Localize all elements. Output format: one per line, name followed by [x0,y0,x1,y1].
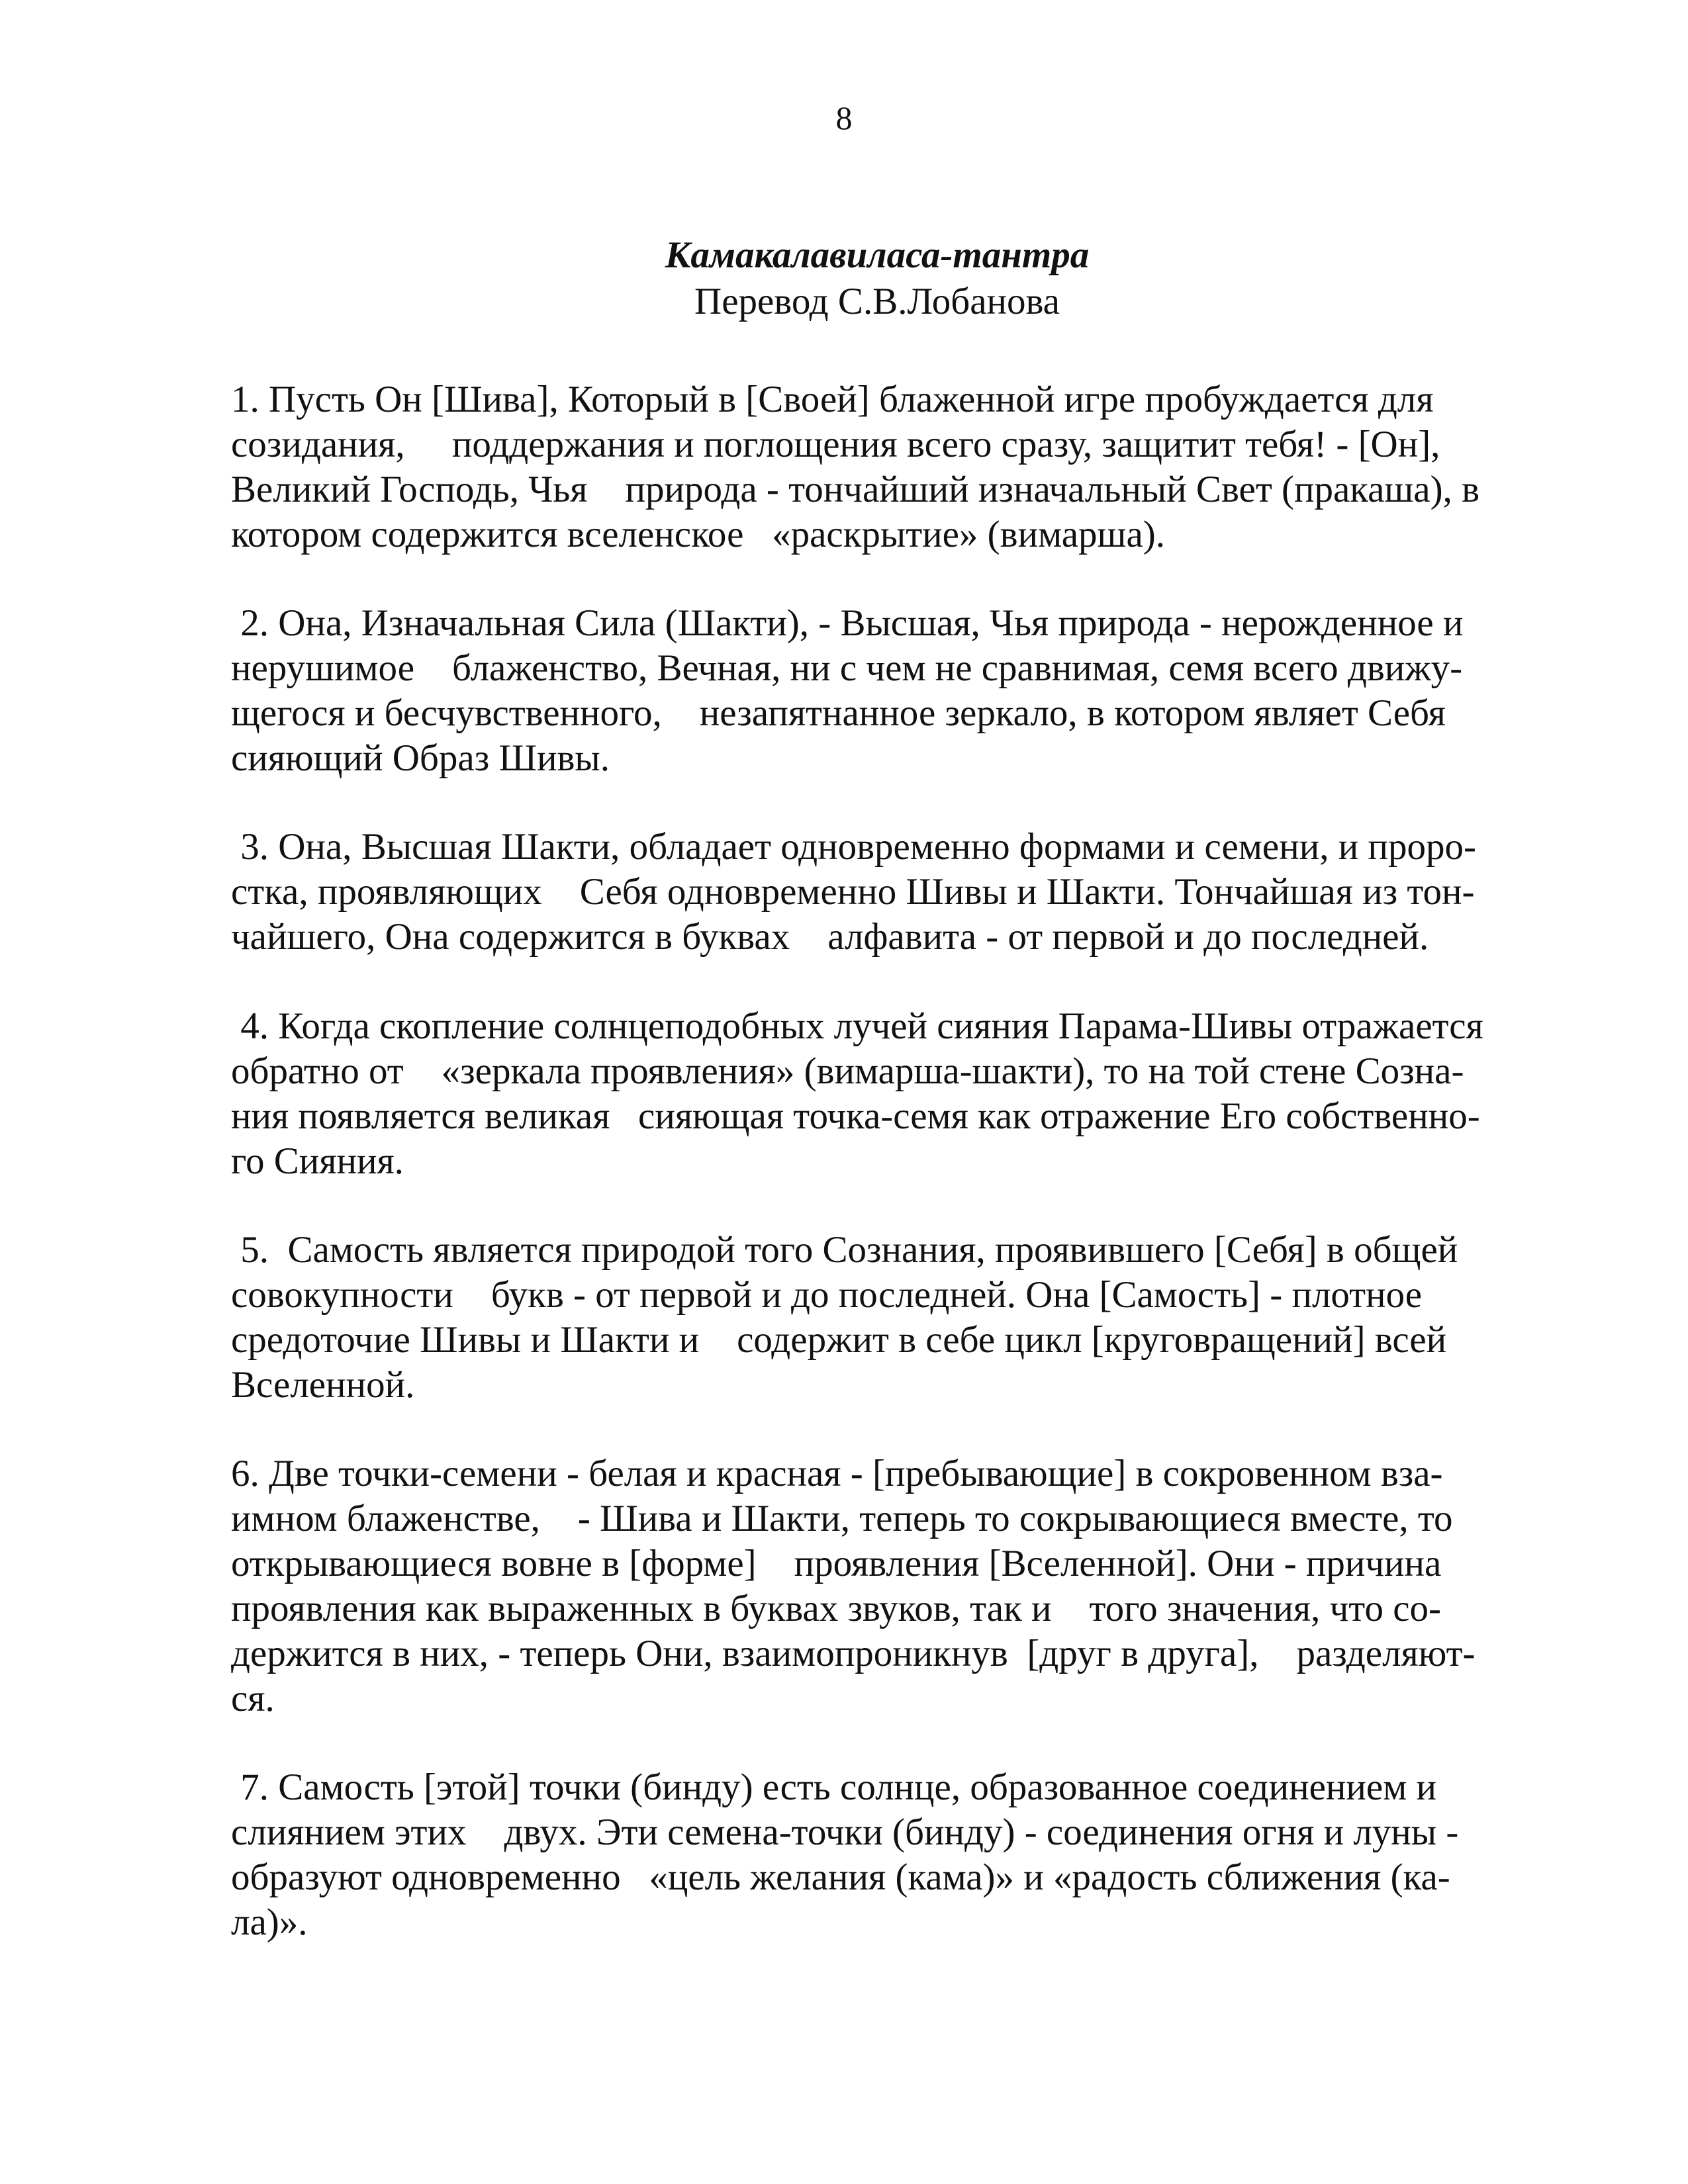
text-line: ния появляется великая сияющая точка-семя как отражение Его собственно- [231,1095,1480,1137]
text-line: открывающиеся вовне в [форме] проявления [Вселенной]. Они - причина [231,1543,1442,1584]
text-line: Великий Господь, Чья природа - тончайший изначальный Свет (пракаша), в [231,469,1479,510]
text-line: созидания, поддержания и поглощения всего сразу, защитит тебя! - [Он], [231,424,1440,465]
paragraph-5 [231,1228,1458,1408]
document-subtitle: Перевод С.В.Лобанова [694,281,1060,322]
text-line: средоточие Шивы и Шакти и содержит в себе цикл [круговращений] всей [231,1319,1447,1361]
text-line: образуют одновременно «цель желания (кама)» и «радость сближения (ка- [231,1856,1450,1898]
text-line: слиянием этих двух. Эти семена-точки (бинду) - соединения огня и луны - [231,1811,1459,1853]
paragraph-3 [231,825,1476,960]
text-line: имном блаженстве, - Шива и Шакти, теперь то сокрывающиеся вместе, то [231,1498,1453,1539]
text-line: 2. Она, Изначальная Сила (Шакти), - Высшая, Чья природа - нерожденное и [231,602,1464,644]
paragraph-2 [231,601,1463,781]
text-line: 5. Самость является природой того Сознания, проявившего [Себя] в общей [231,1229,1458,1271]
paragraph-4 [231,1004,1483,1184]
text-line: Вселенной. [231,1364,415,1406]
text-line: щегося и бесчувственного, незапятнанное зеркало, в котором являет Себя [231,692,1446,734]
document-title: Камакалавиласа-тантра [665,234,1090,276]
text-line: стка, проявляющих Себя одновременно Шивы и Шакти. Тончайшая из тон- [231,871,1475,913]
text-line: держится в них, - теперь Они, взаимопроникнув [друг в друга], разделяют- [231,1633,1476,1674]
text-line: 3. Она, Высшая Шакти, обладает одновременно формами и семени, и проро- [231,826,1476,868]
text-line: го Сияния. [231,1140,404,1182]
text-line: ла)». [231,1901,308,1943]
text-line: нерушимое блаженство, Вечная, ни с чем не сравнимая, семя всего движу- [231,647,1463,689]
text-line: 6. Две точки-семени - белая и красная - [пребывающие] в сокровенном вза- [231,1453,1443,1494]
paragraph-1 [231,377,1479,557]
text-line: сияющий Образ Шивы. [231,737,610,779]
text-line: 7. Самость [этой] точки (бинду) есть солнце, образованное соединением и [231,1766,1437,1808]
text-line: 1. Пусть Он [Шива], Который в [Своей] блаженной игре пробуждается для [231,379,1434,420]
paragraph-7 [231,1765,1458,1945]
text-line: чайшего, Она содержится в буквах алфавита - от первой и до последней. [231,916,1429,958]
text-line: совокупности букв - от первой и до последней. Она [Самость] - плотное [231,1274,1423,1316]
paragraph-6 [231,1451,1475,1721]
page-number: 8 [835,99,853,136]
text-line: обратно от «зеркала проявления» (вимарша-шакти), то на той стене Созна- [231,1050,1464,1092]
text-line: проявления как выраженных в буквах звуков, так и того значения, что со- [231,1588,1441,1629]
text-line: 4. Когда скопление солнцеподобных лучей сияния Парама-Шивы отражается [231,1005,1483,1047]
text-line: котором содержится вселенское «раскрытие» (вимарша). [231,514,1165,555]
text-line: ся. [231,1678,275,1719]
